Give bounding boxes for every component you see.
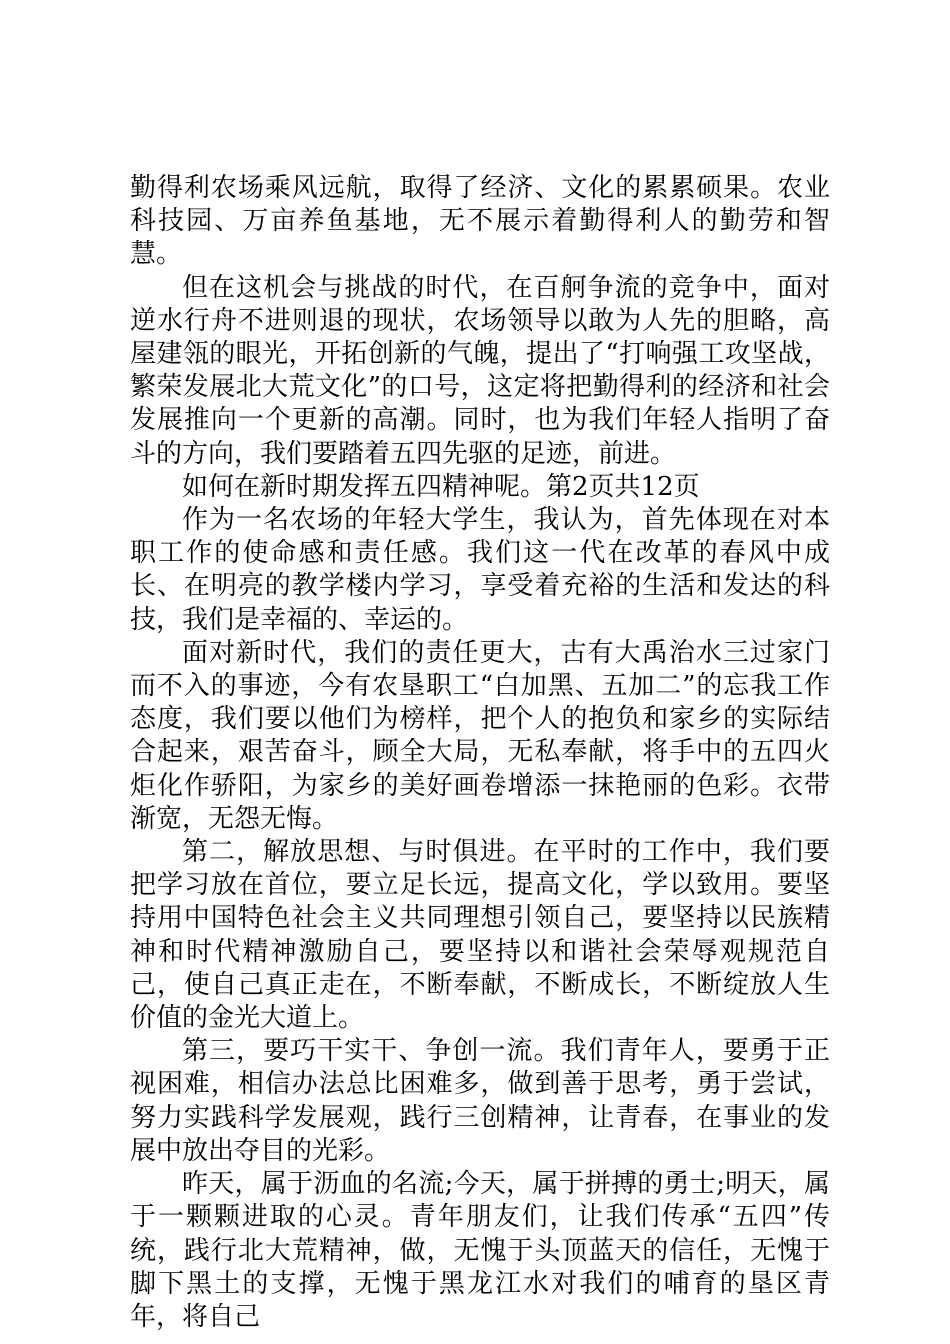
paragraph: 但在这机会与挑战的时代，在百舸争流的竞争中，面对逆水行舟不进则退的现状，农场领导以敢为人先的胆略，高屋建瓴的眼光，开拓创新的气魄，提出了“打响强工攻坚战，繁荣发展北大荒文化”的口号，这定将把勤得利的经济和社会发展推向一个更新的高潮。同时，也为我们年轻人指明了奋斗的方向，我们要踏着五四先驱的足迹，前进。 [130,272,830,469]
paragraph: 作为一名农场的年轻大学生，我认为，首先体现在对本职工作的使命感和责任感。我们这一代在改革的春风中成长、在明亮的教学楼内学习，享受着充裕的生活和发达的科技，我们是幸福的、幸运的。 [130,505,830,635]
paragraph: 昨天，属于沥血的名流;今天，属于拼搏的勇士;明天，属于一颗颗进取的心灵。青年朋友们，让我们传承“五四”传统，践行北大荒精神，做，无愧于头顶蓝天的信任，无愧于脚下黑土的支撑，无愧于黑龙江水对我们的哺育的垦区青年，将自己 [130,1169,830,1332]
document-body [130,172,830,1334]
paragraph: 如何在新时期发挥五四精神呢。第2页共12页 [182,471,700,502]
paragraph: 面对新时代，我们的责任更大，古有大禹治水三过家门而不入的事迹，今有农垦职工“白加黑、五加二”的忘我工作态度，我们要以他们为榜样，把个人的抱负和家乡的实际结合起来，艰苦奋斗，顾全大局，无私奉献，将手中的五四火炬化作骄阳，为家乡的美好画卷增添一抹艳丽的色彩。衣带渐宽，无怨无悔。 [130,637,830,834]
paragraph: 第三，要巧干实干、争创一流。我们青年人，要勇于正视困难，相信办法总比困难多，做到善于思考，勇于尝试，努力实践科学发展观，践行三创精神，让青春，在事业的发展中放出夺目的光彩。 [130,1036,830,1166]
paragraph-continuation: 勤得利农场乘风远航，取得了经济、文化的累累硕果。农业科技园、万亩养鱼基地，无不展示着勤得利人的勤劳和智慧。 [130,173,830,270]
paragraph: 第二，解放思想、与时俱进。在平时的工作中，我们要把学习放在首位，要立足长远，提高文化，学以致用。要坚持用中国特色社会主义共同理想引领自己，要坚持以民族精神和时代精神激励自己，要坚持以和谐社会荣辱观规范自己，使自己真正走在，不断奉献，不断成长，不断绽放人生价值的金光大道上。 [130,837,830,1034]
